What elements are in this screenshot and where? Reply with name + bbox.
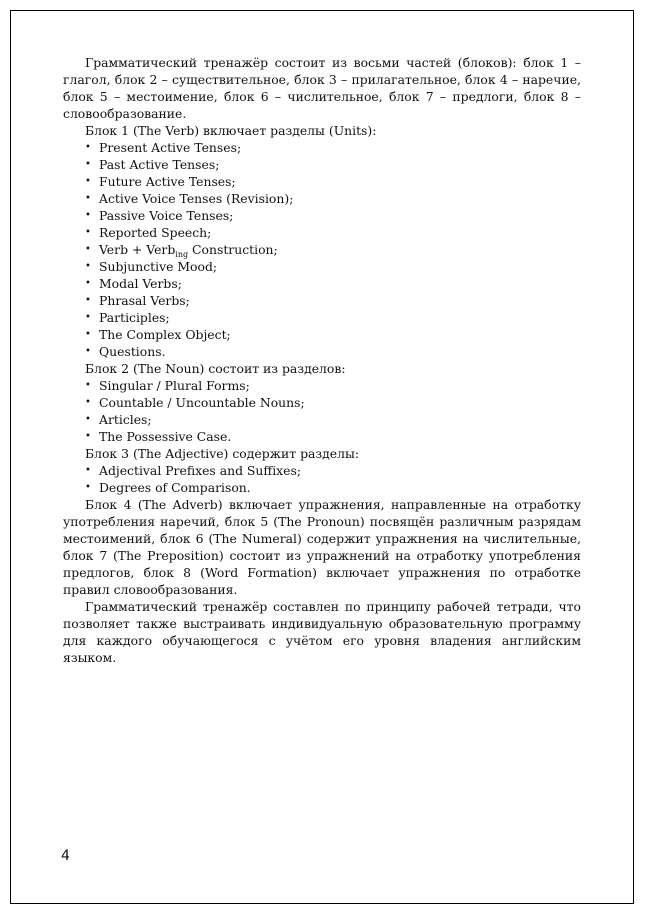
block3-intro: Блок 3 (The Adjective) содержит разделы: — [85, 446, 360, 461]
list-item: • Present Active Tenses; — [85, 140, 242, 155]
block1-units-list — [63, 139, 581, 360]
bullet-icon: • — [85, 414, 91, 425]
bullet-icon: • — [85, 295, 91, 306]
bullet-icon: • — [85, 227, 91, 238]
block2-intro: Блок 2 (The Noun) состоит из разделов: — [85, 361, 346, 376]
list-item: • Questions. — [85, 344, 166, 359]
bullet-icon: • — [85, 193, 91, 204]
bullet-icon: • — [85, 380, 91, 391]
block3-units-list — [63, 462, 581, 496]
list-item: • Modal Verbs; — [85, 276, 182, 291]
list-item: • Verb + Verb$_{ing}$ Construction; — [85, 242, 278, 259]
list-item: • Degrees of Comparison. — [85, 480, 251, 495]
bullet-icon: • — [85, 210, 91, 221]
bullet-icon: • — [85, 397, 91, 408]
bullet-icon: • — [85, 329, 91, 340]
list-item: • Passive Voice Tenses; — [85, 208, 234, 223]
list-item: • Past Active Tenses; — [85, 157, 220, 172]
bullet-icon: • — [85, 159, 91, 170]
page-number: 4 — [61, 848, 70, 864]
list-item: • Countable / Uncountable Nouns; — [85, 395, 305, 410]
blocks-4-8-paragraph: Блок 4 (The Adverb) включает упражнения, направленные на отработку употребления наречий, блок 5 (The Pronoun) посвящён различным разрядам местоимений, блок 6 (The Numeral) содержит упражнения на числительные, блок 7 (The Preposition) состоит из упражнений на отработку употребления предлогов, блок 8 (Word Formation) включает упражнения по отработке правил словообразования. — [63, 497, 581, 597]
list-item: • Singular / Plural Forms; — [85, 378, 250, 393]
list-item: • Reported Speech; — [85, 225, 212, 240]
bullet-icon: • — [85, 482, 91, 493]
page-content — [63, 54, 581, 666]
list-item: • Future Active Tenses; — [85, 174, 236, 189]
bullet-icon: • — [85, 346, 91, 357]
list-item: • Adjectival Prefixes and Suffixes; — [85, 463, 302, 478]
list-item: • Subjunctive Mood; — [85, 259, 218, 274]
list-item: • Active Voice Tenses (Revision); — [85, 191, 294, 206]
bullet-icon: • — [85, 261, 91, 272]
list-item: • Articles; — [85, 412, 152, 427]
bullet-icon: • — [85, 142, 91, 153]
bullet-icon: • — [85, 278, 91, 289]
bullet-icon: • — [85, 312, 91, 323]
list-item: • Phrasal Verbs; — [85, 293, 190, 308]
bullet-icon: • — [85, 176, 91, 187]
final-paragraph: Грамматический тренажёр составлен по принципу рабочей тетради, что позволяет также выстраивать индивидуальную образовательную программу для каждого обучающегося с учётом его уровня владения английским языком. — [63, 599, 581, 665]
verb-subscript: ing — [175, 250, 189, 259]
list-item: • Participles; — [85, 310, 170, 325]
list-item: • The Possessive Case. — [85, 429, 232, 444]
list-item: • The Complex Object; — [85, 327, 231, 342]
block1-intro: Блок 1 (The Verb) включает разделы (Units): — [85, 123, 377, 138]
bullet-icon: • — [85, 465, 91, 476]
intro-paragraph: Грамматический тренажёр состоит из восьми частей (блоков): блок 1 – глагол, блок 2 – существительное, блок 3 – прилагательное, блок 4 – наречие, блок 5 – местоимение, блок 6 – числительное, блок 7 – предлоги, блок 8 – словообразование. — [63, 55, 581, 121]
block2-units-list — [63, 377, 581, 445]
bullet-icon: • — [85, 244, 91, 255]
bullet-icon: • — [85, 431, 91, 442]
